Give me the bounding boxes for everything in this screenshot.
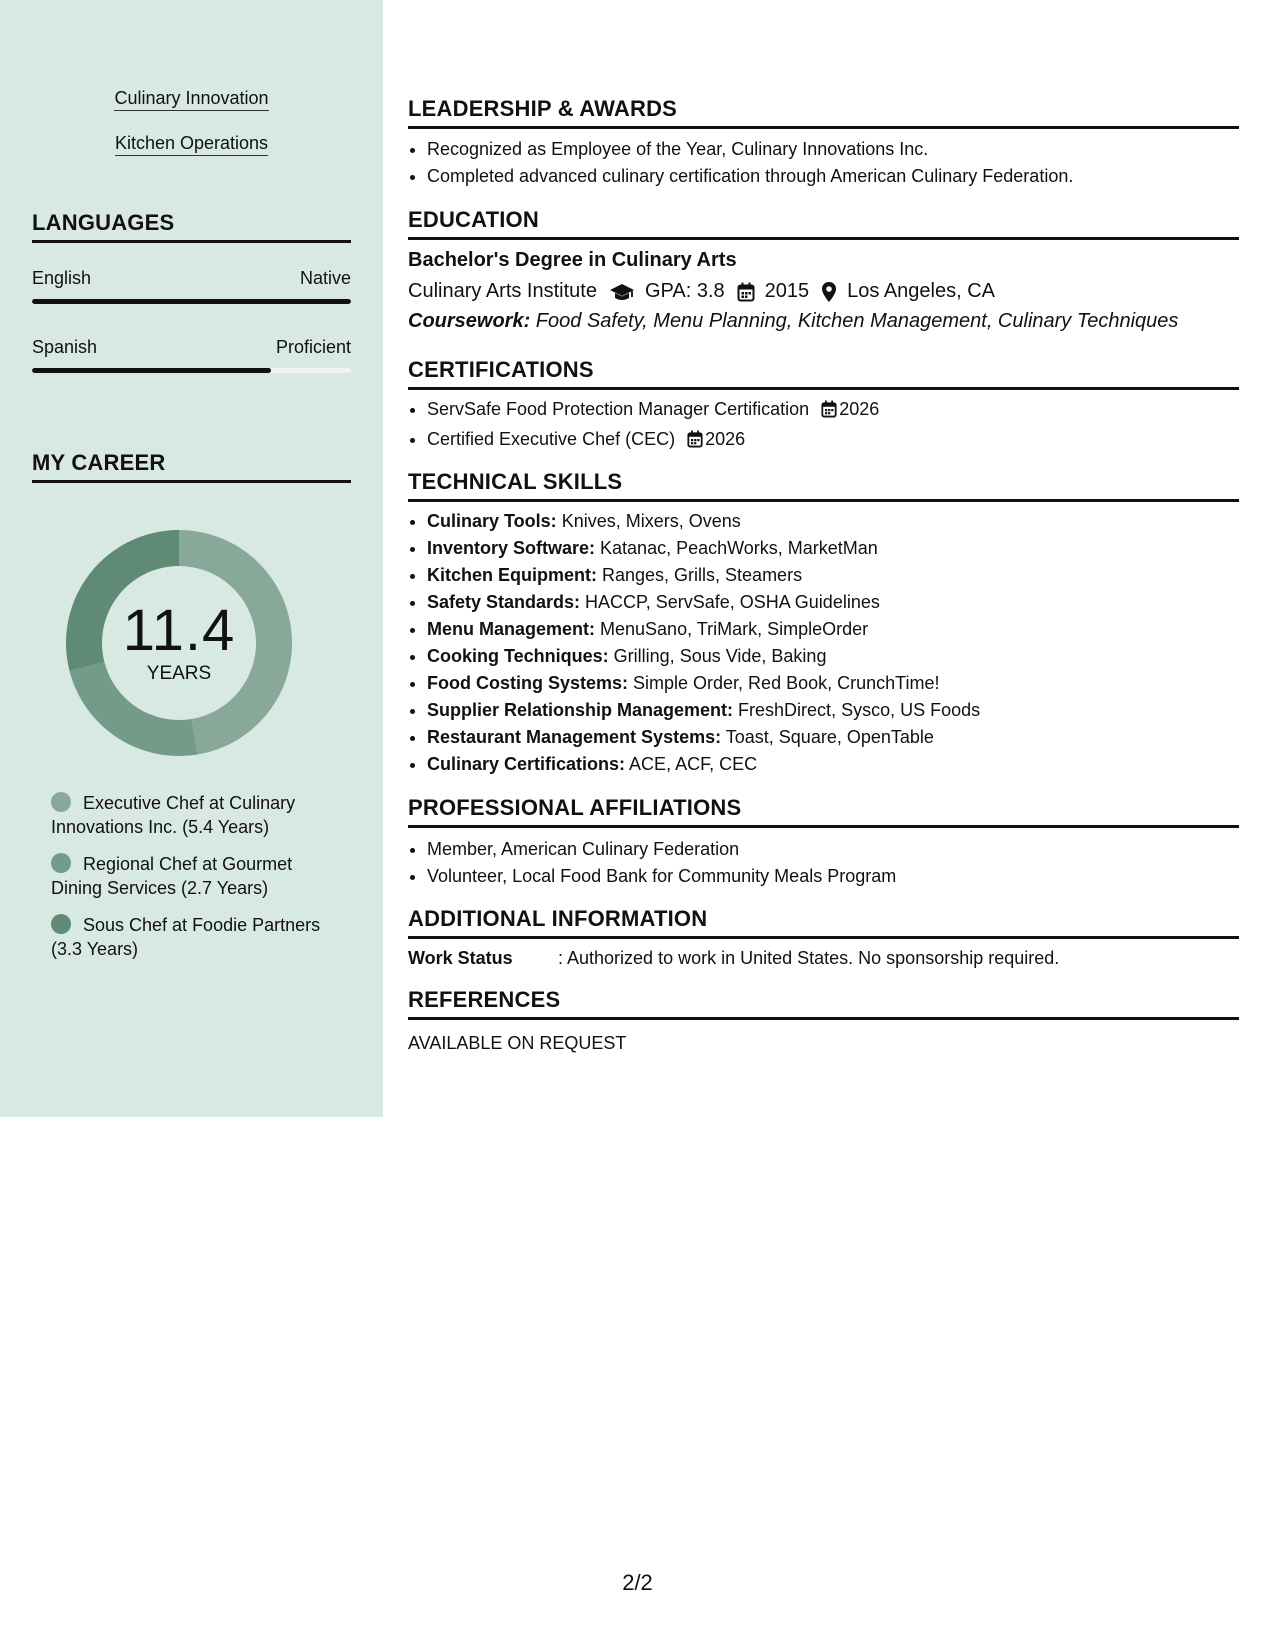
- education-heading: EDUCATION: [408, 207, 1239, 240]
- work-status-row: [408, 948, 1059, 969]
- list-item: • Completed advanced culinary certification through American Culinary Federation.: [427, 163, 1237, 190]
- leadership-list: [427, 136, 1237, 190]
- skill-category: Supplier Relationship Management:: [427, 700, 734, 720]
- skill-values: Grilling, Sous Vide, Baking: [608, 646, 827, 666]
- legend-dot-icon: [51, 914, 71, 934]
- language-row-english: [32, 268, 351, 289]
- school-name: Culinary Arts Institute: [408, 280, 597, 302]
- list-item: [427, 535, 1237, 562]
- calendar-icon: [737, 282, 755, 302]
- list-item: [427, 724, 1237, 751]
- skill-label: Kitchen Operations: [115, 133, 268, 156]
- language-bar-fill: [32, 368, 271, 373]
- certifications-heading: CERTIFICATIONS: [408, 357, 1239, 390]
- list-item: [427, 562, 1237, 589]
- skill-values: FreshDirect, Sysco, US Foods: [733, 700, 981, 720]
- career-total: [66, 530, 292, 756]
- certification-name: ServSafe Food Protection Manager Certification: [427, 399, 810, 419]
- legend-dot-icon: [51, 853, 71, 873]
- location: Los Angeles, CA: [847, 280, 996, 302]
- skill-values: Simple Order, Red Book, CrunchTime!: [628, 673, 940, 693]
- language-name: English: [32, 268, 92, 288]
- leadership-heading: LEADERSHIP & AWARDS: [408, 96, 1239, 129]
- coursework-label: Coursework:: [408, 310, 531, 332]
- list-item: [427, 751, 1237, 778]
- certification-year: 2026: [705, 429, 746, 449]
- affiliations-heading: PROFESSIONAL AFFILIATIONS: [408, 795, 1239, 828]
- languages-heading: LANGUAGES: [32, 210, 351, 243]
- career-total-unit: YEARS: [146, 663, 212, 684]
- calendar-icon: [821, 399, 837, 426]
- skill-values: MenuSano, TriMark, SimpleOrder: [595, 619, 869, 639]
- page-number: 2/2: [622, 1570, 653, 1595]
- career-legend-label: Regional Chef at Gourmet Dining Services (2.7 Years): [51, 854, 293, 898]
- list-item: [427, 643, 1237, 670]
- language-bar-fill: [32, 299, 351, 304]
- language-name: Spanish: [32, 337, 98, 357]
- affiliations-list: [427, 836, 1237, 890]
- map-pin-icon: [821, 281, 837, 303]
- references-heading: REFERENCES: [408, 987, 1239, 1020]
- education-meta: [408, 280, 995, 303]
- sidebar: [0, 0, 383, 1117]
- legend-dot-icon: [51, 792, 71, 812]
- skill-values: Toast, Square, OpenTable: [721, 727, 934, 747]
- list-item: • Recognized as Employee of the Year, Culinary Innovations Inc.: [427, 136, 1237, 163]
- list-item: [427, 616, 1237, 643]
- coursework-text: Food Safety, Menu Planning, Kitchen Management, Culinary Techniques: [530, 310, 1179, 332]
- skill-category: Inventory Software:: [427, 538, 596, 558]
- list-item: [427, 426, 1237, 456]
- list-item: • Member, American Culinary Federation: [427, 836, 1237, 863]
- skill-category: Food Costing Systems:: [427, 673, 629, 693]
- language-bar-english: [32, 299, 351, 304]
- certification-year: 2026: [839, 399, 880, 419]
- coursework: [408, 310, 1178, 333]
- certifications-list: [427, 396, 1237, 456]
- skill-category: Restaurant Management Systems:: [427, 727, 722, 747]
- skill-link-culinary-innovation[interactable]: [0, 88, 383, 109]
- career-heading: MY CAREER: [32, 450, 351, 483]
- list-item: [427, 697, 1237, 724]
- skill-values: Ranges, Grills, Steamers: [597, 565, 803, 585]
- skill-category: Cooking Techniques:: [427, 646, 609, 666]
- language-level: Native: [299, 268, 351, 288]
- calendar-icon: [687, 429, 703, 456]
- language-bar-spanish: [32, 368, 351, 373]
- list-item: • Volunteer, Local Food Bank for Community Meals Program: [427, 863, 1237, 890]
- career-legend: [51, 791, 321, 974]
- skill-values: Katanac, PeachWorks, MarketMan: [595, 538, 878, 558]
- skill-values: Knives, Mixers, Ovens: [556, 511, 741, 531]
- references-text: AVAILABLE ON REQUEST: [408, 1033, 627, 1053]
- skill-values: ACE, ACF, CEC: [625, 754, 758, 774]
- skill-category: Culinary Tools:: [427, 511, 557, 531]
- list-item: [427, 670, 1237, 697]
- gpa: GPA: 3.8: [644, 280, 725, 302]
- skill-values: HACCP, ServSafe, OSHA Guidelines: [580, 592, 880, 612]
- technical-skills-heading: TECHNICAL SKILLS: [408, 469, 1239, 502]
- work-status-value: : Authorized to work in United States. No sponsorship required.: [558, 948, 1060, 968]
- skill-category: Menu Management:: [427, 619, 596, 639]
- technical-skills-list: [427, 508, 1237, 778]
- career-legend-label: Sous Chef at Foodie Partners (3.3 Years): [51, 915, 321, 959]
- skill-category: Culinary Certifications:: [427, 754, 626, 774]
- graduation-cap-icon: [609, 282, 635, 302]
- work-status-label: Work Status: [408, 948, 513, 968]
- skill-category: Safety Standards:: [427, 592, 581, 612]
- skill-category: Kitchen Equipment:: [427, 565, 597, 585]
- career-legend-item: [51, 913, 321, 961]
- list-item: [427, 589, 1237, 616]
- list-item: [427, 508, 1237, 535]
- skill-link-kitchen-operations[interactable]: [0, 133, 383, 154]
- skill-label: Culinary Innovation: [114, 88, 268, 111]
- graduation-year: 2015: [764, 280, 810, 302]
- language-level: Proficient: [275, 337, 351, 357]
- career-legend-item: [51, 791, 321, 839]
- language-row-spanish: [32, 337, 351, 358]
- additional-info-heading: ADDITIONAL INFORMATION: [408, 906, 1239, 939]
- career-total-number: 11.4: [122, 598, 236, 663]
- degree-title: Bachelor's Degree in Culinary Arts: [408, 249, 737, 271]
- list-item: [427, 396, 1237, 426]
- certification-name: Certified Executive Chef (CEC): [427, 429, 676, 449]
- career-legend-label: Executive Chef at Culinary Innovations Inc. (5.4 Years): [51, 793, 296, 837]
- career-legend-item: [51, 852, 321, 900]
